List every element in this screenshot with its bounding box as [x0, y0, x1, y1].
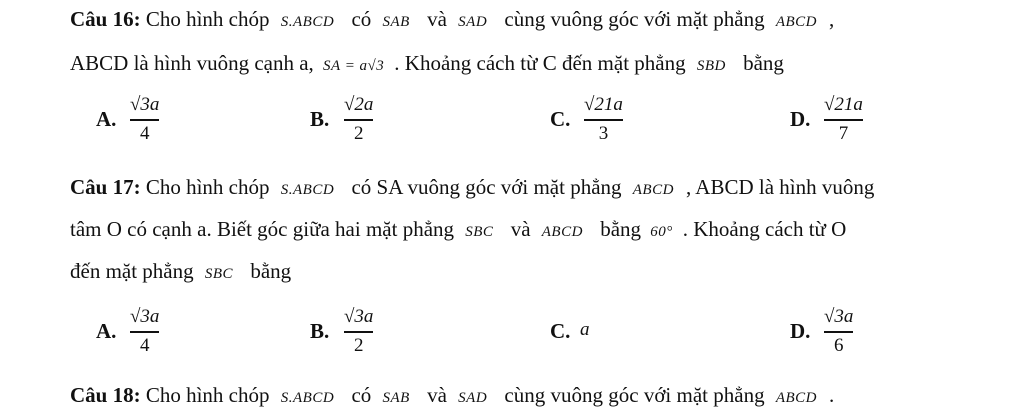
fraction-numerator: √3a [824, 306, 854, 327]
math-expr: ABCD [541, 224, 583, 240]
math-expr: S.ABCD [280, 14, 335, 30]
fraction-denominator: 4 [139, 122, 150, 144]
answer-fraction [824, 92, 863, 146]
fraction-bar [344, 119, 373, 121]
math-expr: SBC [465, 224, 494, 240]
fraction-denominator: 2 [353, 122, 364, 144]
q17-line-1 [70, 174, 874, 203]
q16-text: có [351, 7, 372, 31]
fraction-denominator: 4 [139, 334, 150, 356]
math-expr: ABCD [632, 182, 674, 198]
q16-text: bằng [743, 51, 784, 75]
math-expr: 60° [650, 224, 673, 240]
fraction-numerator: √21a [584, 94, 623, 115]
fraction-bar [130, 119, 159, 121]
q17-text: và [510, 217, 531, 241]
answer-letter: A. [96, 107, 117, 131]
math-expr: SBC [204, 266, 234, 282]
math-expr: SAD [458, 390, 488, 406]
fraction-numerator: √3a [344, 306, 374, 327]
math-expr: SAB [382, 14, 410, 30]
math-expr: ABCD [775, 390, 817, 406]
q17-line-2 [70, 216, 846, 245]
answer-letter: A. [96, 319, 117, 343]
q16-text: . Khoảng cách từ C đến mặt phẳng [394, 51, 686, 75]
fraction-numerator: √2a [344, 94, 374, 115]
q17-text: . Khoảng cách từ O [682, 217, 847, 241]
fraction-numerator: √3a [130, 306, 160, 327]
fraction-bar [344, 331, 373, 333]
q16-text: cùng vuông góc với mặt phẳng [504, 7, 765, 31]
math-expr: SA = a√3 [323, 58, 385, 74]
math-expr: SAB [382, 390, 410, 406]
answer-letter: D. [790, 107, 811, 131]
q17-text: , ABCD là hình vuông [685, 175, 875, 199]
answer-letter: C. [550, 319, 571, 343]
answer-fraction [344, 92, 373, 146]
q18-text: và [427, 383, 447, 407]
fraction-bar [130, 331, 159, 333]
answer-fraction [130, 92, 159, 146]
math-expr: S.ABCD [280, 182, 335, 198]
answer-letter: C. [550, 107, 571, 131]
math-expr: ABCD [775, 14, 817, 30]
fraction-denominator: 3 [598, 122, 609, 144]
q18-text: có [351, 383, 372, 407]
q16-line-2 [70, 50, 784, 79]
q17-line-3 [70, 258, 291, 287]
answer-letter: B. [310, 319, 330, 343]
answer-fraction [344, 304, 373, 358]
fraction-numerator: √3a [130, 94, 160, 115]
answer-fraction [824, 304, 853, 358]
q16-text: Cho hình chóp [145, 7, 270, 31]
fraction-denominator: 2 [353, 334, 364, 356]
q16-line-1 [70, 6, 834, 35]
answer-fraction [584, 92, 623, 146]
answer-fraction [130, 304, 159, 358]
answer-letter: B. [310, 107, 330, 131]
fraction-bar [824, 331, 853, 333]
answer-letter: D. [790, 319, 811, 343]
q17-text: đến mặt phẳng [70, 259, 194, 283]
math-expr: SBD [696, 58, 726, 74]
q17-text: tâm O có cạnh a. Biết góc giữa hai mặt phẳng [70, 217, 455, 241]
fraction-bar [824, 119, 863, 121]
math-expr: S.ABCD [280, 390, 335, 406]
q17-text: bằng [600, 217, 642, 241]
math-expr: SAD [458, 14, 488, 30]
fraction-numerator: √21a [824, 94, 863, 115]
q17-label: Câu 17: [70, 175, 141, 199]
q16-text: và [427, 7, 447, 31]
q16-text: , [829, 7, 835, 31]
q18-line-1 [70, 382, 834, 411]
fraction-denominator: 7 [838, 122, 849, 144]
q16-label: Câu 16: [70, 7, 141, 31]
q17-text: có SA vuông góc với mặt phẳng [351, 175, 622, 199]
q17-text: bằng [250, 259, 292, 283]
q18-label: Câu 18: [70, 383, 141, 407]
q18-text: cùng vuông góc với mặt phẳng [504, 383, 765, 407]
q18-text: . [829, 383, 835, 407]
q16-text: ABCD là hình vuông cạnh a, [70, 51, 314, 75]
q18-text: Cho hình chóp [145, 383, 270, 407]
answer-value: a [580, 319, 590, 340]
fraction-denominator: 6 [833, 334, 844, 356]
q17-text: Cho hình chóp [145, 175, 270, 199]
fraction-bar [584, 119, 623, 121]
